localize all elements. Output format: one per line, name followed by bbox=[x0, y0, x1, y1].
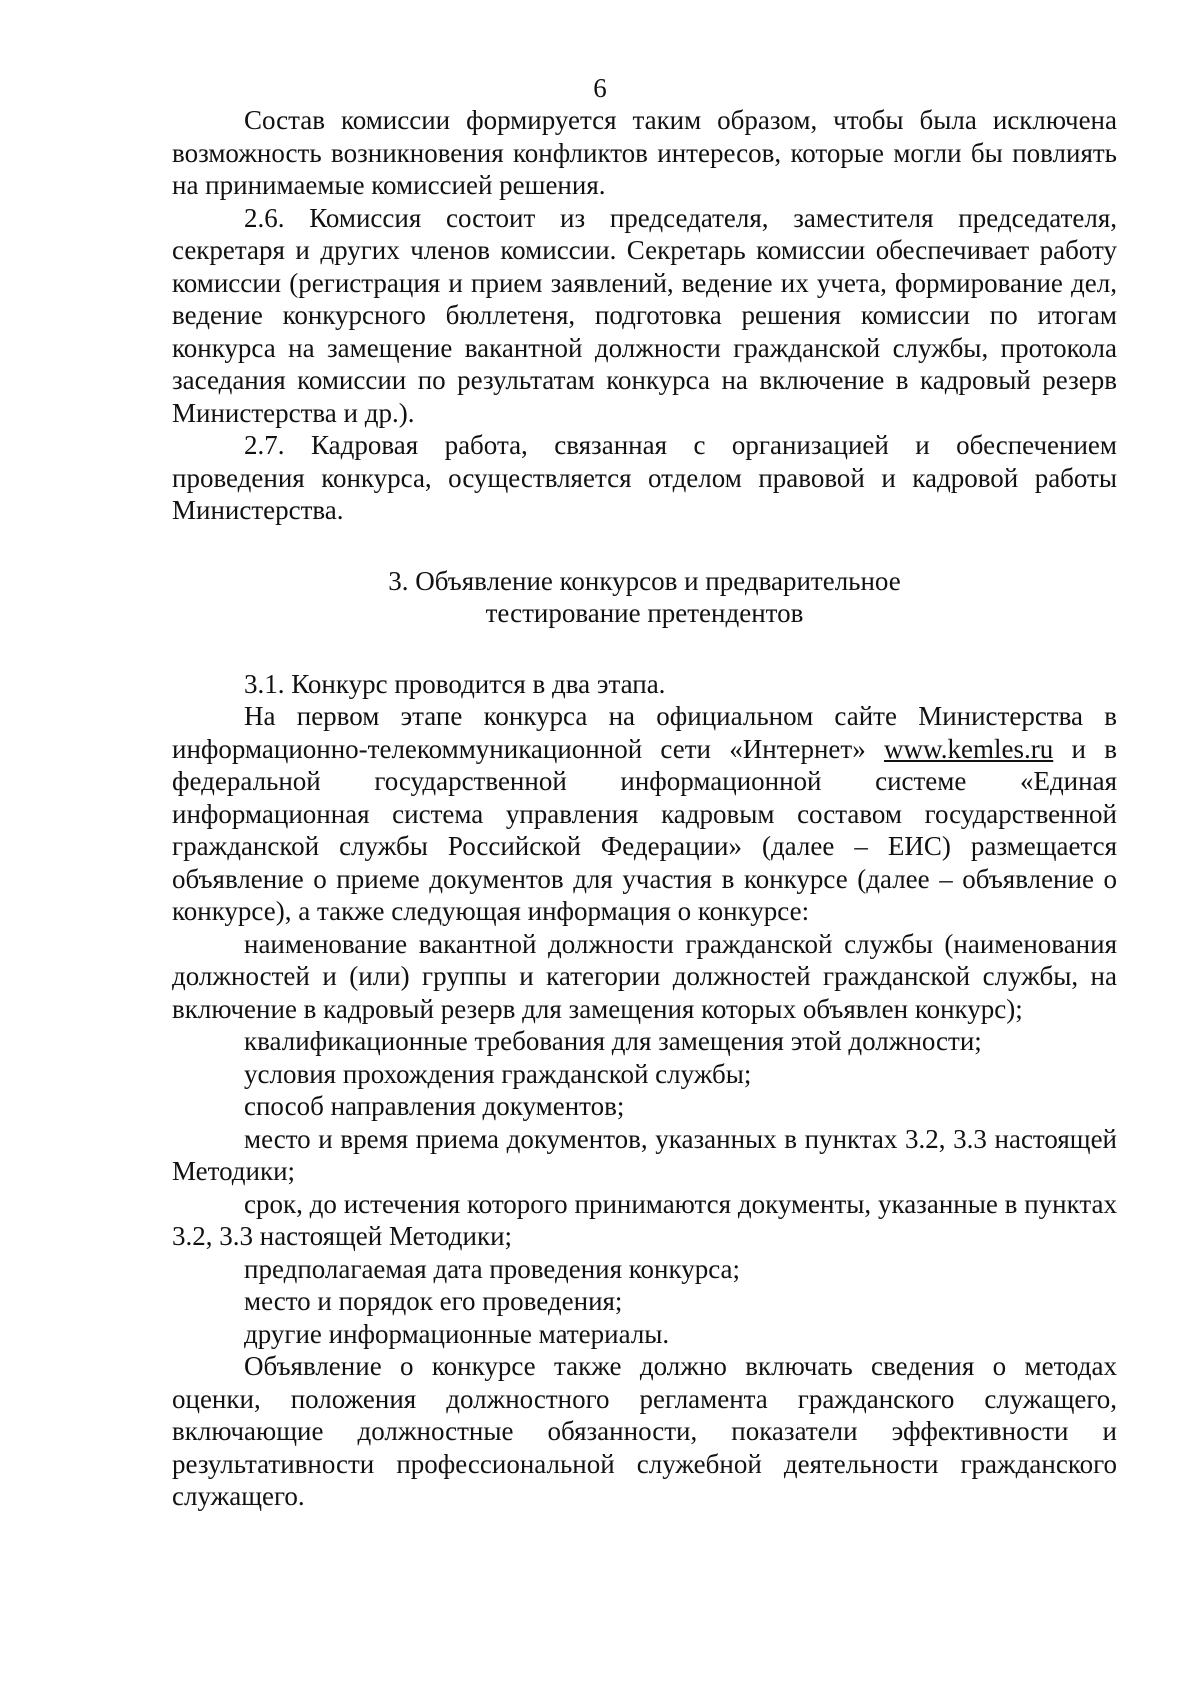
paragraph-3-1: 3.1. Конкурс проводится в два этапа. bbox=[244, 668, 666, 699]
first-stage-text-before-link: На первом этапе конкурса на официальном сайте Министерства в информационно-телекоммуникационной сети «Интернет» bbox=[172, 701, 1117, 764]
list-item-other-materials: другие информационные материалы. bbox=[244, 1318, 670, 1349]
first-stage-text-after-link: и в федеральной государственной информационной системе «Единая информационная система управления кадровым составом государственной гражданской службы Российской Федерации» (далее – ЕИС) размещается объявление о приеме документов для участия в конкурсе (далее – объявление о конкурсе), а также следующая информация о конкурсе: bbox=[172, 733, 1118, 926]
list-item-document-place-time: место и время приема документов, указанных в пунктах 3.2, 3.3 настоящей Методики; bbox=[172, 1123, 1117, 1186]
document-body bbox=[172, 104, 1117, 1513]
list-item-qualification-requirements: квалификационные требования для замещения этой должности; bbox=[244, 1026, 982, 1056]
paragraph-2-6: 2.6. Комиссия состоит из председателя, заместителя председателя, секретаря и других членов комиссии. Секретарь комиссии обеспечивает работу комиссии (регистрация и прием заявлений, ведение их учета, формирование дел, ведение конкурсного бюллетеня, подготовка решения комиссии по итогам конкурса на замещение вакантной должности гражданской службы, протокола заседания комиссии по результатам конкурса на включение в кадровый резерв Министерства и др.). bbox=[172, 202, 1117, 428]
list-item-document-submission-method: способ направления документов; bbox=[244, 1091, 625, 1121]
section-3-heading bbox=[172, 565, 1117, 630]
kemles-website-link[interactable]: www.kemles.ru bbox=[884, 733, 1054, 764]
list-item-document-deadline: срок, до истечения которого принимаются документы, указанные в пунктах 3.2, 3.3 настоящей Методики; bbox=[172, 1188, 1117, 1251]
paragraph-commission-composition: Состав комиссии формируется таким образом, чтобы была исключена возможность возникновения конфликтов интересов, которые могли бы повлиять на принимаемые комиссией решения. bbox=[172, 105, 1117, 200]
paragraph-first-stage bbox=[172, 700, 1117, 928]
list-item-contest-date: предполагаемая дата проведения конкурса; bbox=[244, 1253, 741, 1284]
list-item-service-conditions: условия прохождения гражданской службы; bbox=[244, 1058, 752, 1089]
paragraph-announcement-content: Объявление о конкурсе также должно включать сведения о методах оценки, положения должностного регламента гражданского служащего, включающие должностные обязанности, показатели эффективности и результативности профессиональной служебной деятельности гражданского служащего. bbox=[172, 1351, 1117, 1511]
paragraph-2-7: 2.7. Кадровая работа, связанная с организацией и обеспечением проведения конкурса, осуществляется отделом правовой и кадровой работы Министерства. bbox=[172, 430, 1117, 525]
section-3-heading-line-2: тестирование претендентов bbox=[485, 598, 804, 628]
page-number: 6 bbox=[593, 73, 607, 103]
section-3-heading-line-1: 3. Объявление конкурсов и предварительное bbox=[388, 565, 901, 596]
list-item-contest-place-order: место и порядок его проведения; bbox=[244, 1286, 623, 1316]
list-item-position-name: наименование вакантной должности гражданской службы (наименования должностей и (или) группы и категории должностей гражданской службы, на включение в кадровый резерв для замещения которых объявлен конкурс); bbox=[172, 928, 1117, 1024]
